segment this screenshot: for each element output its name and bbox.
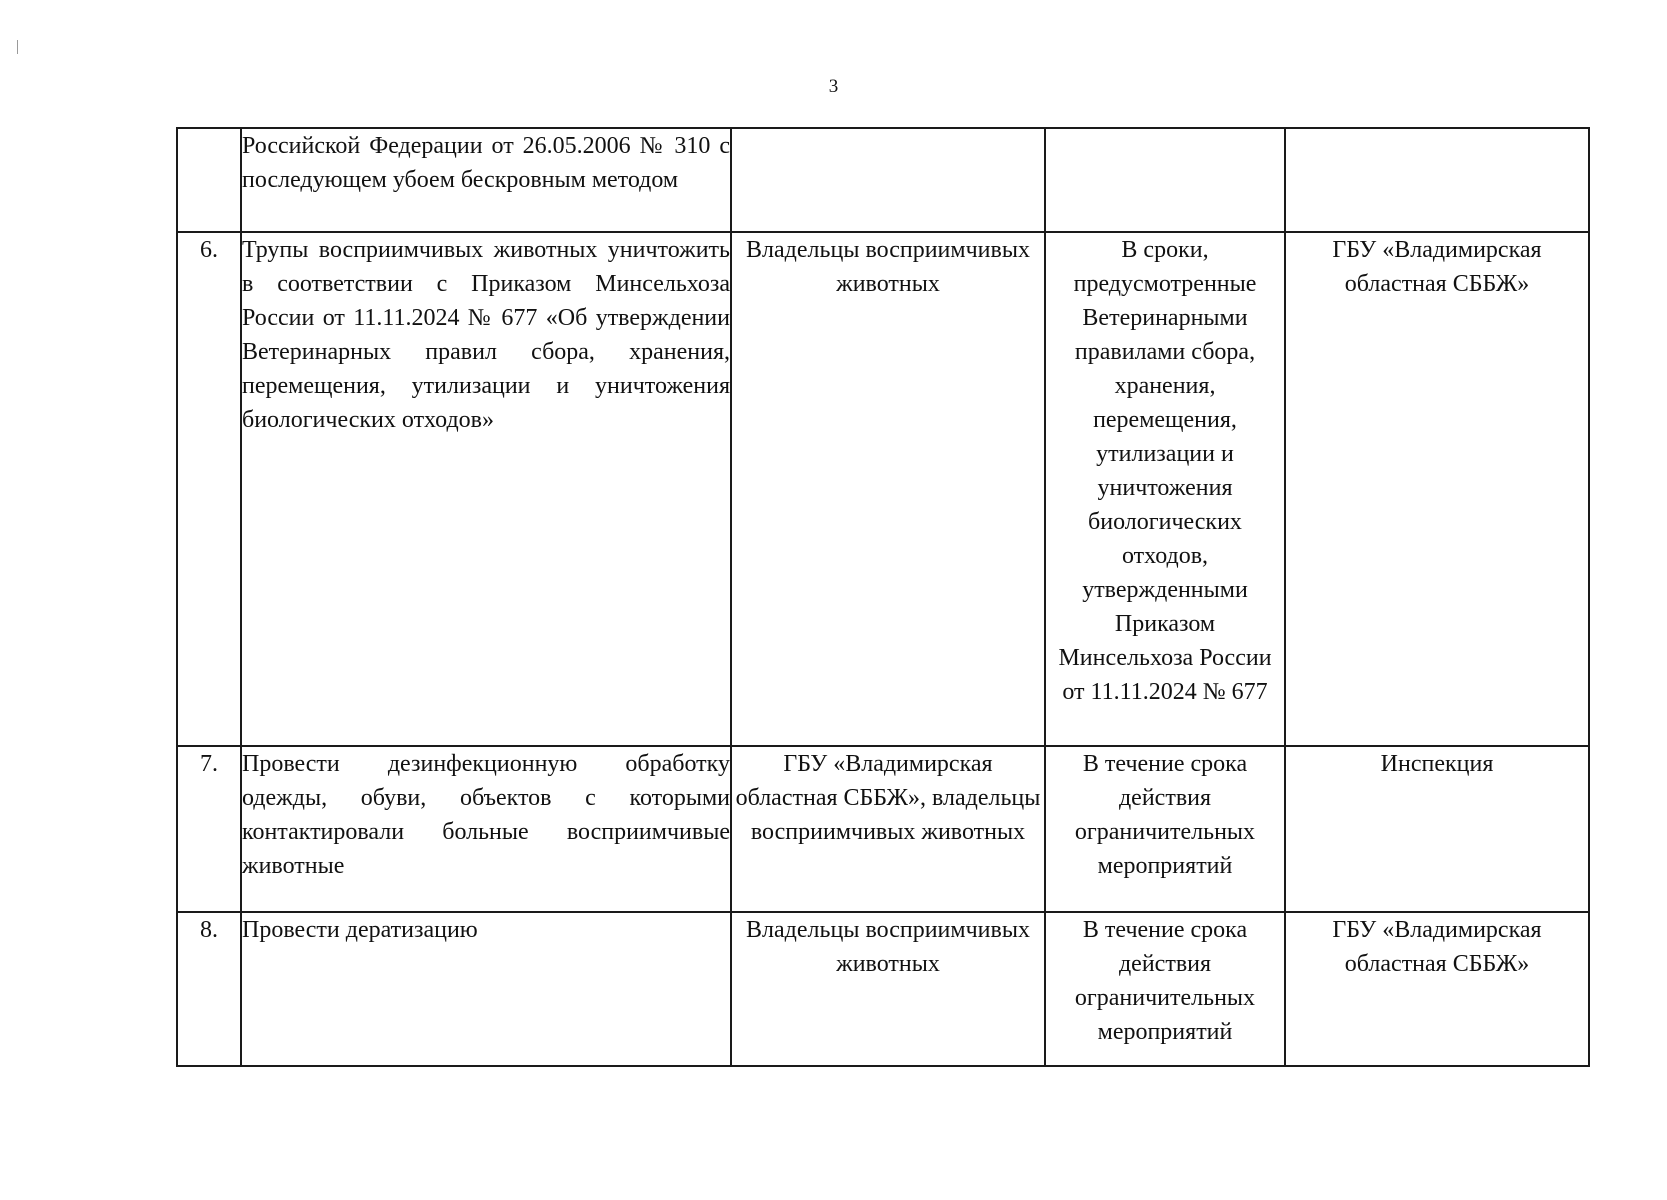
deadline-cell bbox=[1045, 128, 1285, 232]
executor-cell: Владельцы восприимчивых животных bbox=[731, 912, 1045, 1066]
table-row bbox=[177, 912, 1589, 1066]
page-number: 3 bbox=[828, 76, 839, 97]
control-cell: ГБУ «Владимирская областная СББЖ» bbox=[1285, 912, 1589, 1066]
executor-cell: ГБУ «Владимирская областная СББЖ», владельцы восприимчивых животных bbox=[731, 746, 1045, 912]
control-cell: ГБУ «Владимирская областная СББЖ» bbox=[1285, 232, 1589, 746]
table-row-continued bbox=[177, 128, 1589, 232]
executor-cell: Владельцы восприимчивых животных bbox=[731, 232, 1045, 746]
row-number-cell: 7. bbox=[177, 746, 241, 912]
deadline-cell: В сроки, предусмотренные Ветеринарными правилами сбора, хранения, перемещения, утилизации и уничтожения биологических отходов, утвержденными Приказом Минсельхоза России от 11.11.2024 № 677 bbox=[1045, 232, 1285, 746]
row-number-cell: 6. bbox=[177, 232, 241, 746]
deadline-cell: В течение срока действия ограничительных мероприятий bbox=[1045, 746, 1285, 912]
row-number-cell bbox=[177, 128, 241, 232]
event-cell: Российской Федерации от 26.05.2006 № 310 с последующем убоем бескровным методом bbox=[241, 128, 731, 232]
control-cell: Инспекция bbox=[1285, 746, 1589, 912]
table-row bbox=[177, 746, 1589, 912]
event-cell: Провести дератизацию bbox=[241, 912, 731, 1066]
deadline-cell: В течение срока действия ограничительных мероприятий bbox=[1045, 912, 1285, 1066]
executor-cell bbox=[731, 128, 1045, 232]
control-cell bbox=[1285, 128, 1589, 232]
table-row bbox=[177, 232, 1589, 746]
scan-artifact-mark bbox=[17, 40, 18, 54]
event-cell: Трупы восприимчивых животных уничтожить в соответствии с Приказом Минсельхоза России от 11.11.2024 № 677 «Об утверждении Ветеринарных правил сбора, хранения, перемещения, утилизации и уничтожения биологических отходов» bbox=[241, 232, 731, 746]
row-number-cell: 8. bbox=[177, 912, 241, 1066]
event-cell: Провести дезинфекционную обработку одежды, обуви, объектов с которыми контактировали больные восприимчивые животные bbox=[241, 746, 731, 912]
measures-table bbox=[176, 127, 1590, 1067]
